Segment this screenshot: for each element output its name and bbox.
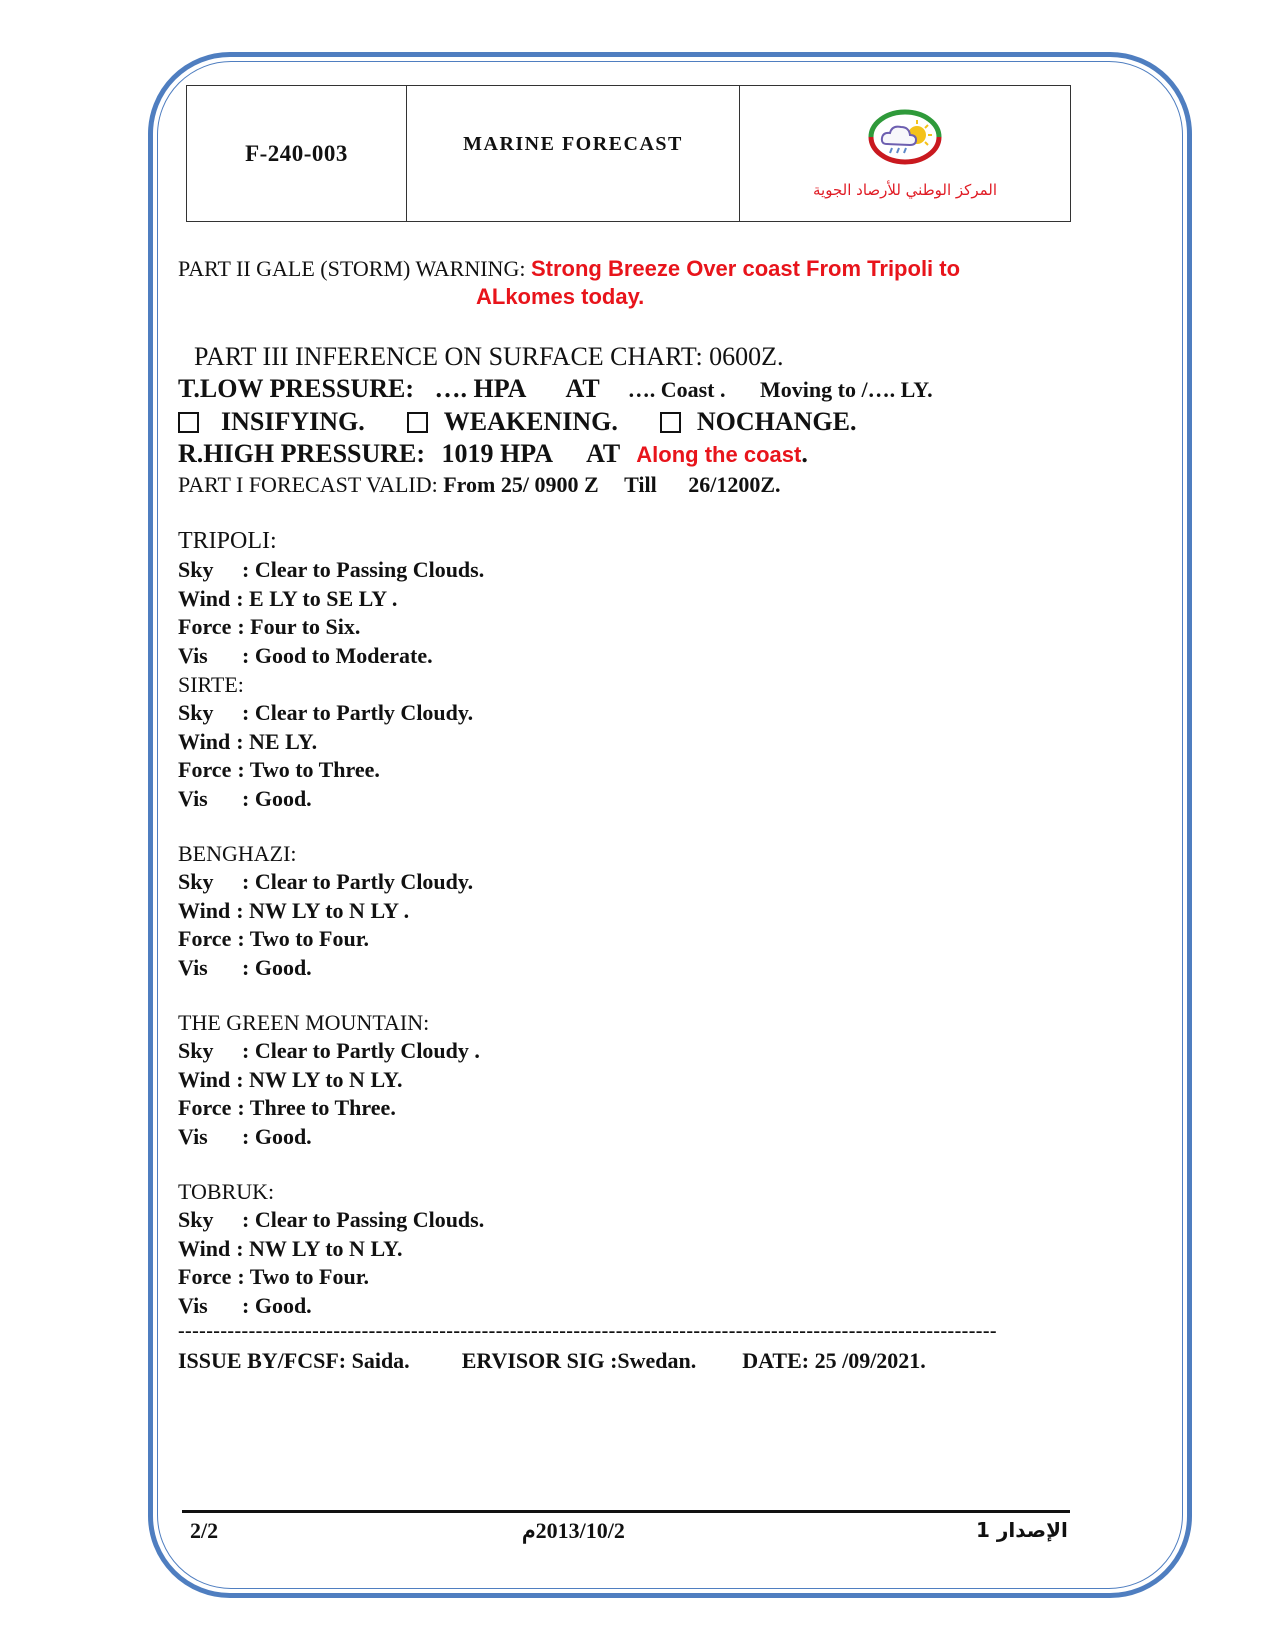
wind-value: : E LY to SE LY . bbox=[236, 585, 398, 611]
station-name: BENGHAZI: bbox=[178, 841, 297, 866]
wind-label: Wind bbox=[178, 897, 231, 923]
footer-doc-date: 2013/10/2م bbox=[522, 1518, 625, 1543]
checkbox-nochange[interactable] bbox=[660, 412, 681, 433]
validity-till-label: Till bbox=[624, 472, 657, 497]
gale-warning-cont bbox=[178, 283, 1108, 311]
vis-label: Vis bbox=[178, 785, 208, 811]
station-tobruk bbox=[178, 1177, 1108, 1320]
high-pressure-label: R.HIGH PRESSURE: bbox=[178, 439, 426, 468]
header-table bbox=[186, 85, 1071, 222]
checkbox-weakening[interactable] bbox=[407, 412, 428, 433]
trend-option-weakening bbox=[407, 406, 618, 438]
wind-label: Wind bbox=[178, 1066, 231, 1092]
force-label: Force bbox=[178, 1095, 232, 1120]
force-value: : Two to Four. bbox=[237, 926, 369, 951]
met-center-logo-icon bbox=[865, 108, 945, 171]
wind-value: : NW LY to N LY. bbox=[236, 1235, 403, 1261]
sky-value: : Clear to Partly Cloudy. bbox=[242, 869, 474, 894]
logo-cell bbox=[740, 86, 1071, 222]
footer-rule bbox=[182, 1510, 1070, 1513]
divider-line: -------------------------------------------------------------------------------------------------------------------- bbox=[178, 1322, 997, 1340]
vis-label: Vis bbox=[178, 954, 208, 980]
wind-label: Wind bbox=[178, 585, 231, 611]
high-pressure-value: 1019 HPA bbox=[441, 439, 552, 468]
sky-label: Sky bbox=[178, 869, 214, 894]
vis-value: : Good. bbox=[242, 785, 312, 811]
gale-warning bbox=[178, 255, 1108, 283]
low-pressure-line bbox=[178, 373, 1108, 406]
checkbox-intensifying[interactable] bbox=[178, 412, 199, 433]
force-value: : Four to Six. bbox=[237, 614, 361, 639]
vis-value: : Good. bbox=[242, 1123, 312, 1149]
wind-value: : NW LY to N LY . bbox=[236, 897, 410, 923]
forecast-validity bbox=[178, 471, 1108, 499]
sky-value: : Clear to Partly Cloudy . bbox=[242, 1038, 480, 1063]
sky-label: Sky bbox=[178, 1207, 214, 1232]
high-pressure-line bbox=[178, 438, 1108, 471]
vis-label: Vis bbox=[178, 1292, 208, 1318]
trend-option-nochange bbox=[660, 406, 857, 438]
inference-title: PART III INFERENCE ON SURFACE CHART: 0600Z. bbox=[194, 342, 784, 371]
low-pressure-value: …. HPA bbox=[434, 374, 526, 403]
high-pressure-location: Along the coast bbox=[636, 442, 802, 467]
station-name: TOBRUK: bbox=[178, 1179, 275, 1204]
validity-till: 26/1200Z. bbox=[688, 472, 781, 497]
signoff-line bbox=[178, 1348, 1108, 1374]
vis-value: : Good to Moderate. bbox=[242, 642, 433, 668]
low-pressure-location: …. Coast . bbox=[627, 377, 726, 402]
checkbox-label: INSIFYING. bbox=[221, 407, 365, 436]
trend-checkboxes bbox=[178, 406, 1108, 438]
force-label: Force bbox=[178, 757, 232, 782]
vis-label: Vis bbox=[178, 1123, 208, 1149]
low-pressure-label: T.LOW PRESSURE: bbox=[178, 374, 414, 403]
force-value: : Three to Three. bbox=[237, 1095, 396, 1120]
sky-label: Sky bbox=[178, 557, 214, 582]
station-name: SIRTE: bbox=[178, 672, 244, 697]
form-title: MARINE FORECAST bbox=[407, 86, 740, 222]
wind-label: Wind bbox=[178, 1235, 231, 1261]
gale-warning-label: PART II GALE (STORM) WARNING: bbox=[178, 256, 531, 281]
force-label: Force bbox=[178, 926, 232, 951]
vis-label: Vis bbox=[178, 642, 208, 668]
low-pressure-at: AT bbox=[565, 374, 600, 403]
force-value: : Two to Three. bbox=[237, 757, 380, 782]
station-sirte bbox=[178, 670, 1108, 813]
wind-label: Wind bbox=[178, 728, 231, 754]
forecast-body bbox=[178, 255, 1108, 1374]
validity-label: PART I FORECAST VALID: bbox=[178, 472, 438, 497]
validity-from: From 25/ 0900 Z bbox=[443, 472, 599, 497]
sky-label: Sky bbox=[178, 700, 214, 725]
force-value: : Two to Four. bbox=[237, 1264, 369, 1289]
sky-label: Sky bbox=[178, 1038, 214, 1063]
station-name: THE GREEN MOUNTAIN: bbox=[178, 1010, 430, 1035]
footer-edition: الإصدار 1 bbox=[976, 1518, 1068, 1542]
sky-value: : Clear to Partly Cloudy. bbox=[242, 700, 474, 725]
checkbox-label: WEAKENING. bbox=[443, 407, 618, 436]
issue-date: DATE: 25 /09/2021. bbox=[742, 1348, 926, 1373]
issued-by: ISSUE BY/FCSF: Saida. bbox=[178, 1348, 410, 1373]
station-tripoli bbox=[178, 527, 1108, 670]
station-name: TRIPOLI: bbox=[178, 528, 277, 554]
high-pressure-period: . bbox=[801, 439, 808, 468]
supervisor-signature: ERVISOR SIG :Swedan. bbox=[461, 1348, 697, 1373]
wind-value: : NW LY to N LY. bbox=[236, 1066, 403, 1092]
sky-value: : Clear to Passing Clouds. bbox=[242, 557, 485, 582]
gale-warning-text-2: ALkomes today. bbox=[476, 284, 645, 309]
vis-value: : Good. bbox=[242, 954, 312, 980]
footer-page-number: 2/2 bbox=[190, 1518, 219, 1543]
low-pressure-moving: Moving to /…. LY. bbox=[760, 377, 933, 402]
checkbox-label: NOCHANGE. bbox=[696, 407, 857, 436]
station-benghazi bbox=[178, 839, 1108, 982]
force-label: Force bbox=[178, 614, 232, 639]
form-code: F-240-003 bbox=[187, 86, 407, 222]
gale-warning-text-1: Strong Breeze Over coast From Tripoli to bbox=[530, 256, 961, 281]
sky-value: : Clear to Passing Clouds. bbox=[242, 1207, 485, 1232]
org-name: المركز الوطني للأرصاد الجوية bbox=[813, 181, 997, 199]
trend-option-intensifying bbox=[178, 406, 365, 438]
station-green-mountain bbox=[178, 1008, 1108, 1151]
vis-value: : Good. bbox=[242, 1292, 312, 1318]
high-pressure-at: AT bbox=[586, 439, 620, 468]
force-label: Force bbox=[178, 1264, 232, 1289]
wind-value: : NE LY. bbox=[236, 728, 318, 754]
